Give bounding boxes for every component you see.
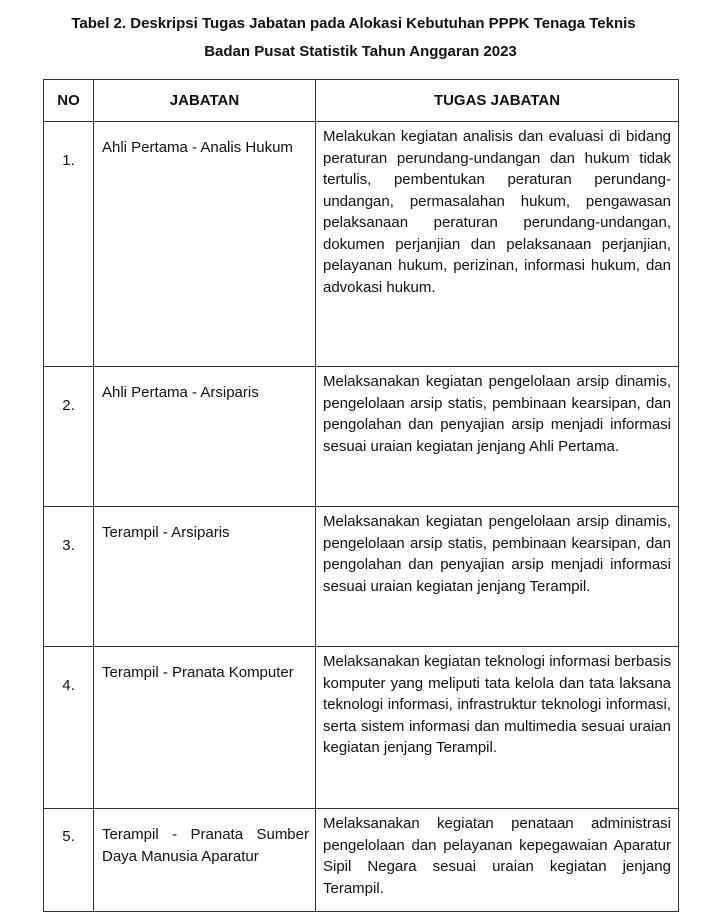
row-tugas-jabatan: Melaksanakan kegiatan pengelolaan arsip dinamis, pengelolaan arsip statis, pembinaan kearsipan, dan pengolahan dan penyajian arsip menjadi informasi sesuai uraian kegiatan jenjang Ahli Pertama. (316, 367, 679, 507)
row-jabatan: Terampil - Pranata Komputer (94, 647, 316, 809)
row-jabatan: Ahli Pertama - Arsiparis (94, 367, 316, 507)
row-number: 1. (44, 122, 94, 367)
job-description-table (43, 79, 679, 912)
row-tugas-jabatan: Melakukan kegiatan analisis dan evaluasi di bidang peraturan perundang-undangan dan hukum tidak tertulis, pembentukan peraturan perundang-undangan, permasalahan hukum, pengawasan pelaksanaan peraturan perundang-undangan, dokumen perjanjian dan pelaksanaan perjanjian, pelayanan hukum, perizinan, informasi hukum, dan advokasi hukum. (316, 122, 679, 367)
row-number: 3. (44, 507, 94, 647)
header-tugas-jabatan: TUGAS JABATAN (316, 80, 679, 122)
row-tugas-jabatan: Melaksanakan kegiatan penataan administrasi pengelolaan dan pelayanan kepegawaian Aparatur Sipil Negara sesuai uraian kegiatan jenjang Terampil. (316, 809, 679, 912)
row-jabatan: Terampil - Arsiparis (94, 507, 316, 647)
row-tugas-jabatan: Melaksanakan kegiatan pengelolaan arsip dinamis, pengelolaan arsip statis, pembinaan kearsipan, dan pengolahan dan penyajian arsip menjadi informasi sesuai uraian kegiatan jenjang Terampil. (316, 507, 679, 647)
table-row (44, 122, 679, 367)
row-number: 2. (44, 367, 94, 507)
table-row (44, 367, 679, 507)
table-caption (0, 10, 721, 66)
row-tugas-jabatan: Melaksanakan kegiatan teknologi informasi berbasis komputer yang meliputi tata kelola dan tata laksana teknologi informasi, infrastruktur teknologi informasi, serta sistem informasi dan multimedia sesuai uraian kegiatan jenjang Terampil. (316, 647, 679, 809)
header-jabatan: JABATAN (94, 80, 316, 122)
table-row (44, 809, 679, 912)
row-jabatan: Terampil - Pranata Sumber Daya Manusia Aparatur (94, 809, 316, 912)
row-jabatan: Ahli Pertama - Analis Hukum (94, 122, 316, 367)
caption-line-2: Badan Pusat Statistik Tahun Anggaran 2023 (204, 43, 517, 60)
table-header-row (44, 80, 679, 122)
row-number: 4. (44, 647, 94, 809)
row-number: 5. (44, 809, 94, 912)
table-row (44, 647, 679, 809)
header-no: NO (44, 80, 94, 122)
table-row (44, 507, 679, 647)
caption-line-1: Tabel 2. Deskripsi Tugas Jabatan pada Alokasi Kebutuhan PPPK Tenaga Teknis (71, 15, 636, 32)
